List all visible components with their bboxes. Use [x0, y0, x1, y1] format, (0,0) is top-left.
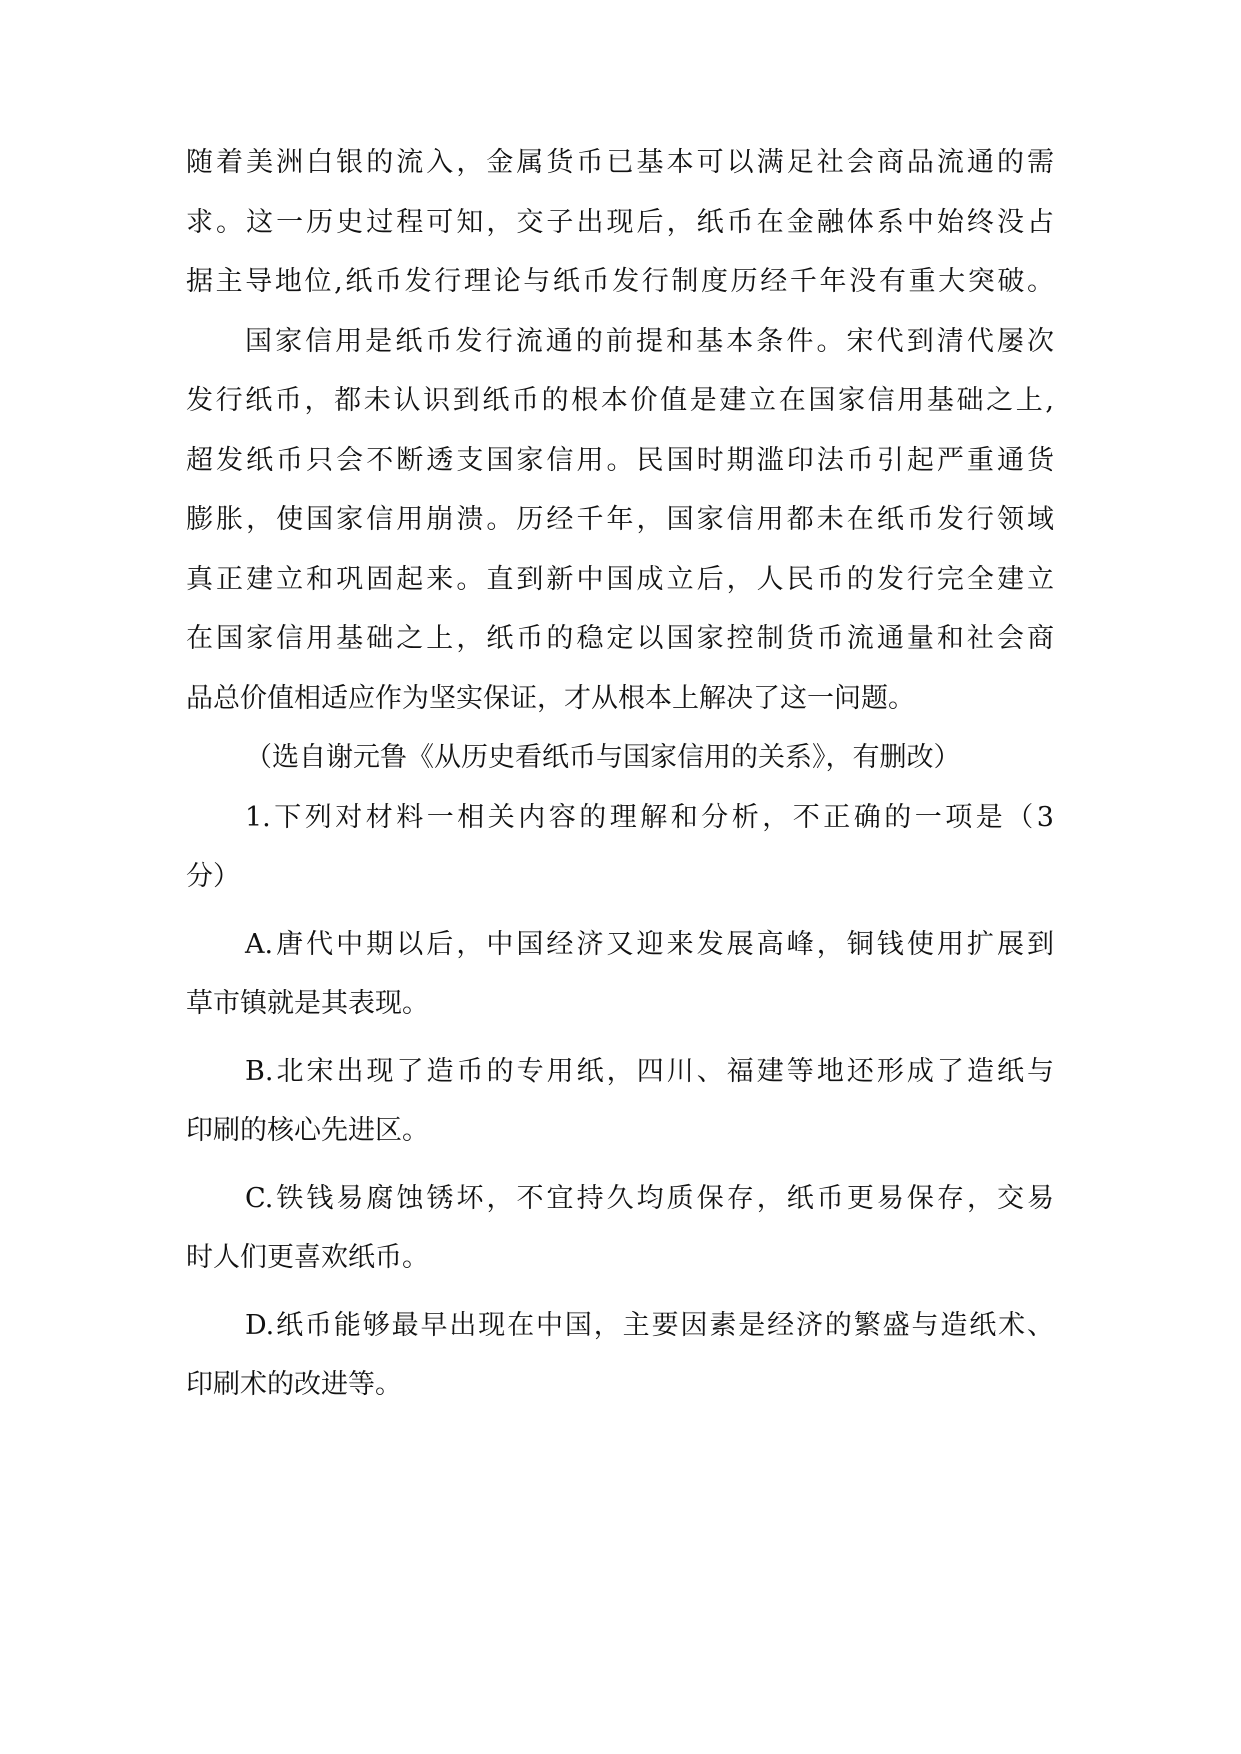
paragraph-2-line-3: 超发纸币只会不断透支国家信用。民国时期滥印法币引起严重通货 — [186, 445, 1054, 476]
paragraph-1-line-2: 求。这一历史过程可知，交子出现后，纸币在金融体系中始终没占 — [186, 207, 1054, 238]
option-c-line-1: C.铁钱易腐蚀锈坏，不宜持久均质保存，纸币更易保存，交易 — [245, 1183, 1054, 1214]
option-a-line-2: 草市镇就是其表现。 — [186, 988, 429, 1019]
paragraph-2-line-1: 国家信用是纸币发行流通的前提和基本条件。宋代到清代屡次 — [245, 326, 1054, 357]
paragraph-2-line-4: 膨胀，使国家信用崩溃。历经千年，国家信用都未在纸币发行领域 — [186, 504, 1054, 535]
option-c-line-2: 时人们更喜欢纸币。 — [186, 1242, 429, 1273]
option-a-line-1: A.唐代中期以后，中国经济又迎来发展高峰，铜钱使用扩展到 — [245, 929, 1054, 960]
option-b-line-2: 印刷的核心先进区。 — [186, 1115, 429, 1146]
option-d-line-2: 印刷术的改进等。 — [186, 1369, 402, 1400]
question-stem-line-1: 1.下列对材料一相关内容的理解和分析，不正确的一项是（3 — [245, 802, 1054, 833]
paragraph-2-line-5: 真正建立和巩固起来。直到新中国成立后，人民币的发行完全建立 — [186, 564, 1054, 595]
paragraph-1-line-1: 随着美洲白银的流入，金属货币已基本可以满足社会商品流通的需 — [186, 147, 1054, 178]
source-note: （选自谢元鲁《从历史看纸币与国家信用的关系》，有删改） — [245, 742, 961, 773]
paragraph-2-line-2: 发行纸币，都未认识到纸币的根本价值是建立在国家信用基础之上, — [186, 385, 1054, 416]
paragraph-1-line-3: 据主导地位,纸币发行理论与纸币发行制度历经千年没有重大突破。 — [186, 266, 1054, 297]
option-d-line-1: D.纸币能够最早出现在中国，主要因素是经济的繁盛与造纸术、 — [245, 1310, 1054, 1341]
option-b-line-1: B.北宋出现了造币的专用纸，四川、福建等地还形成了造纸与 — [245, 1056, 1054, 1087]
question-stem-line-2: 分） — [186, 861, 240, 892]
paragraph-2-line-6: 在国家信用基础之上，纸币的稳定以国家控制货币流通量和社会商 — [186, 623, 1054, 654]
paragraph-2-line-7: 品总价值相适应作为坚实保证，才从根本上解决了这一问题。 — [186, 683, 915, 714]
